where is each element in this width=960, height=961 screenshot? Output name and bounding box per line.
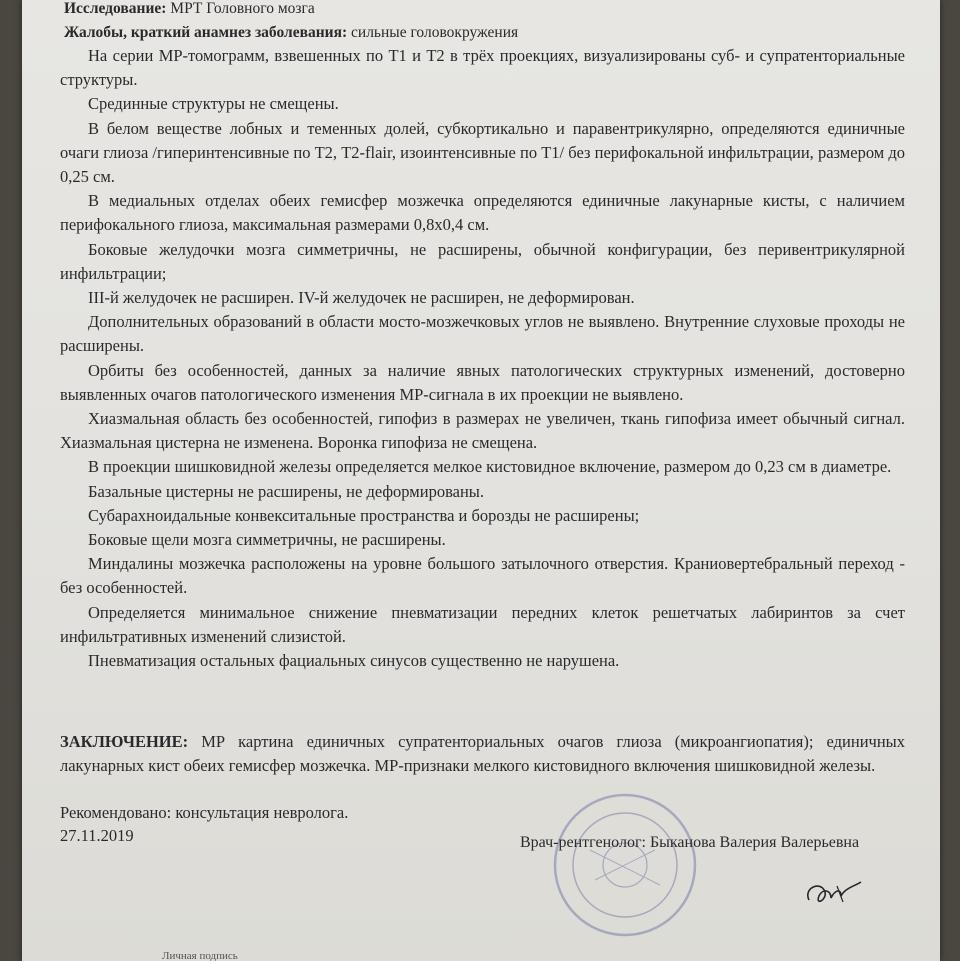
recommendation: Рекомендовано: консультация невролога. xyxy=(60,803,349,822)
footer-text: Личная подпись xyxy=(162,950,238,961)
document-page xyxy=(22,0,940,961)
report-paragraph: Базальные цистерны не расширены, не деформированы. xyxy=(88,481,485,501)
report-paragraph: Боковые щели мозга симметричны, не расширены. xyxy=(88,530,446,550)
report-paragraph: В проекции шишковидной железы определяется мелкое кистовидное включение, размером до 0,23 см в диаметре. xyxy=(88,457,892,477)
report-paragraph: В белом веществе лобных и теменных долей, субкортикально и паравентрикулярно, определяются единичные очаги глиоза /гиперинтенсивные по Т2, T2-flair, изоинтенсивные по Т1/ без перифокальной инфильтрации, размером до 0,25 см. xyxy=(60,118,905,187)
report-paragraph: Дополнительных образований в области мосто-мозжечковых углов не выявлено. Внутренние слуховые проходы не расширены. xyxy=(60,312,905,356)
report-paragraph: На серии МР-томограмм, взвешенных по Т1 и Т2 в трёх проекциях, визуализированы суб- и супратенториальные структуры. xyxy=(60,46,905,90)
doctor-signature-line: Врач-рентгенолог: Быканова Валерия Валерьевна xyxy=(520,834,860,851)
report-paragraph: Срединные структуры не смещены. xyxy=(88,94,339,114)
report-paragraph: Пневматизация остальных фациальных синусов существенно не нарушена. xyxy=(88,651,620,671)
report-paragraph: Определяется минимальное снижение пневматизации передних клеток решетчатых лабиринтов за счет инфильтративных изменений слизистой. xyxy=(60,602,905,646)
conclusion xyxy=(60,730,905,778)
report-paragraph: Хиазмальная область без особенностей, гипофиз в размерах не увеличен, ткань гипофиза имеет обычный сигнал. Хиазмальная цистерна не изменена. Воронка гипофиза не смещена. xyxy=(60,409,905,453)
report-date: 27.11.2019 xyxy=(60,826,134,845)
conclusion-label: ЗАКЛЮЧЕНИЕ: xyxy=(60,732,189,751)
report-body xyxy=(60,44,905,673)
study-label: Исследование: xyxy=(64,0,167,17)
report-paragraph: III-й желудочек не расширен. IV-й желудочек не расширен, не деформирован. xyxy=(88,288,635,308)
complaints-line xyxy=(64,24,518,42)
complaints-label: Жалобы, краткий анамнез заболевания: xyxy=(64,24,348,41)
report-paragraph: Субарахноидальные конвекситальные пространства и борозды не расширены; xyxy=(88,505,640,525)
report-paragraph: Орбиты без особенностей, данных за наличие явных патологических структурных изменений, достоверно выявленных очагов патологического изменения МР-сигнала в их проекции не выявлено. xyxy=(60,360,905,404)
report-paragraph: Миндалины мозжечка расположены на уровне большого затылочного отверстия. Краниовертебральный переход - без особенностей. xyxy=(60,554,905,598)
complaints-value: сильные головокружения xyxy=(351,24,519,41)
report-paragraph: В медиальных отделах обеих гемисфер мозжечка определяются единичные лакунарные кисты, с наличием перифокального глиоза, максимальная размерами 0,8х0,4 см. xyxy=(60,191,905,235)
clinic-stamp xyxy=(550,790,700,940)
signature-image xyxy=(797,866,877,916)
conclusion-text: МР картина единичных супратенториальных очагов глиоза (микроангиопатия); единичных лакунарных кист обеих гемисфер мозжечка. МР-признаки мелкого кистовидного включения шишковидной железы. xyxy=(60,732,905,776)
report-paragraph: Боковые желудочки мозга симметричны, не расширены, обычной конфигурации, без перивентрикулярной инфильтрации; xyxy=(60,239,905,283)
study-value: МРТ Головного мозга xyxy=(170,0,315,17)
study-line xyxy=(64,0,315,18)
